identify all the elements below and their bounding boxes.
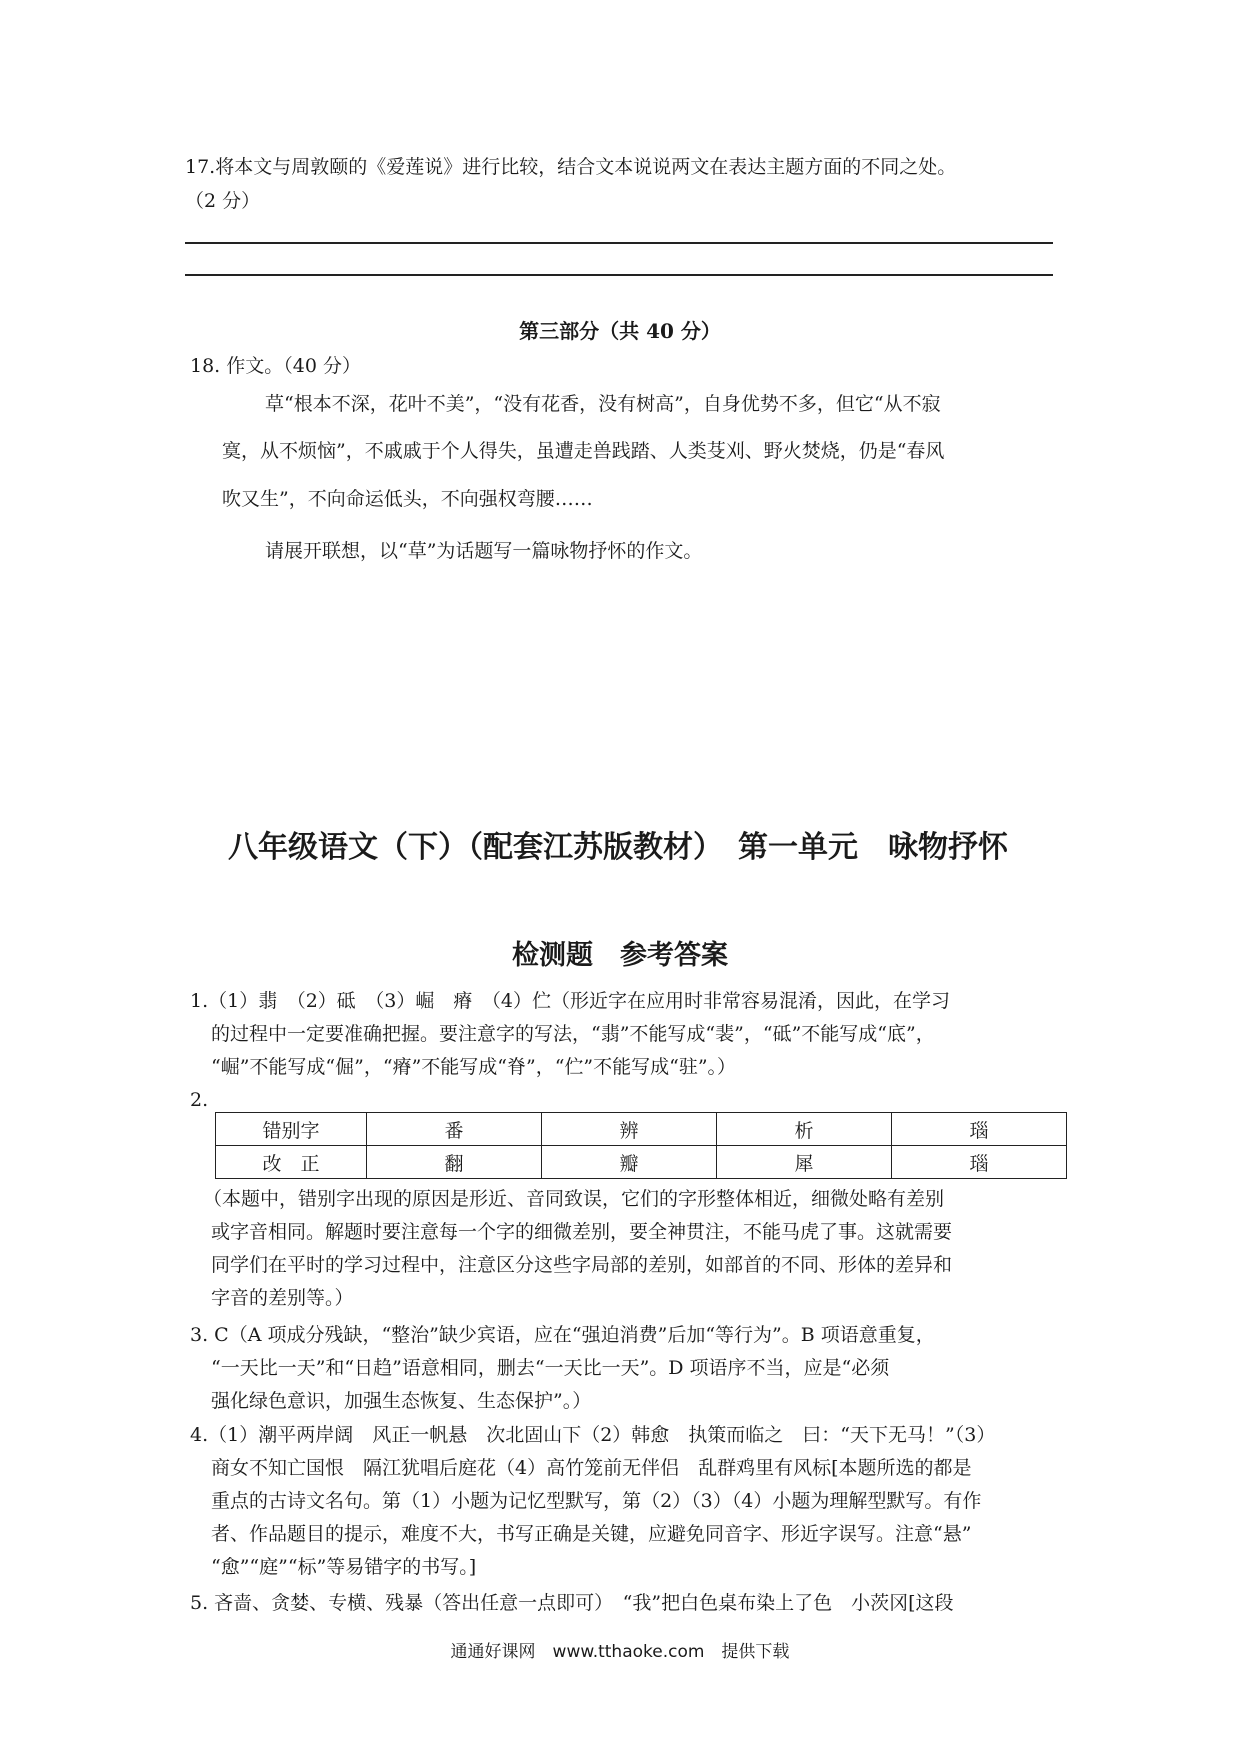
- table-cell: 犀: [717, 1146, 892, 1179]
- q17-line-2: （2 分）: [185, 190, 261, 212]
- answer-line-2: [185, 274, 1053, 276]
- answer-5-line-1: 5. 吝啬、贪婪、专横、残暴（答出任意一点即可） “我”把白色桌布染上了色 小茨冈[这段: [190, 1592, 954, 1614]
- answer-3-line-2: “一天比一天”和“日趋”语意相同，删去“一天比一天”。D 项语序不当，应是“必须: [211, 1357, 890, 1379]
- table-cell: 番: [367, 1113, 542, 1146]
- answer-2-note-line-4: 字音的差别等。）: [211, 1287, 354, 1309]
- answer-4-line-5: “愈”“庭”“标”等易错字的书写。]: [211, 1556, 477, 1578]
- part3-heading: 第三部分（共 40 分）: [519, 319, 721, 343]
- correction-table: [215, 1112, 1067, 1179]
- answer-2-number: 2.: [190, 1089, 209, 1111]
- q18-instruction: 请展开联想，以“草”为话题写一篇咏物抒怀的作文。: [265, 540, 703, 562]
- answer-3-line-1: 3. C（A 项成分残缺，“整治”缺少宾语，应在“强迫消费”后加“等行为”。B 项语意重复，: [190, 1324, 935, 1346]
- answer-key-subtitle: 检测题 参考答案: [512, 940, 728, 971]
- answer-4-line-1: 4.（1）潮平两岸阔 风正一帆悬 次北固山下（2）韩愈 执策而临之 曰：“天下无马！”（3）: [190, 1424, 996, 1446]
- q17-line-1: 17.将本文与周敦颐的《爱莲说》进行比较，结合文本说说两文在表达主题方面的不同之处。: [185, 156, 957, 178]
- table-row: [216, 1146, 1067, 1179]
- answer-2-note-line-3: 同学们在平时的学习过程中，注意区分这些字局部的差别，如部首的不同、形体的差异和: [211, 1254, 953, 1276]
- page-title: 八年级语文（下）（配套江苏版教材） 第一单元 咏物抒怀: [228, 830, 1008, 865]
- table-row: [216, 1113, 1067, 1146]
- table-cell: 瑙: [892, 1113, 1067, 1146]
- table-cell: 错别字: [216, 1113, 367, 1146]
- answer-2-note-line-2: 或字音相同。解题时要注意每一个字的细微差别，要全神贯注，不能马虎了事。这就需要: [211, 1221, 953, 1243]
- table-cell: 翻: [367, 1146, 542, 1179]
- answer-2-note-line-1: （本题中，错别字出现的原因是形近、音同致误，它们的字形整体相近，细微处略有差别: [203, 1188, 945, 1210]
- answer-4-line-4: 者、作品题目的提示，难度不大，书写正确是关键，应避免同音字、形近字误写。注意“悬”: [211, 1523, 972, 1545]
- answer-1-line-3: “崛”不能写成“倔”，“瘠”不能写成“脊”，“伫”不能写成“驻”。）: [211, 1056, 737, 1078]
- q18-prompt-line-1: 草“根本不深，花叶不美”，“没有花香，没有树高”，自身优势不多，但它“从不寂: [265, 393, 941, 415]
- answer-3-line-3: 强化绿色意识，加强生态恢复、生态保护”。）: [211, 1390, 592, 1412]
- answer-1-line-1: 1.（1）翡 （2）砥 （3）崛 瘠 （4）伫（形近字在应用时非常容易混淆，因此，在学习: [190, 990, 950, 1012]
- q18-title: 18. 作文。（40 分）: [190, 355, 361, 377]
- q18-prompt-line-3: 吹又生”，不向命运低头，不向强权弯腰……: [222, 488, 593, 510]
- answer-4-line-3: 重点的古诗文名句。第（1）小题为记忆型默写，第（2）（3）（4）小题为理解型默写。有作: [211, 1490, 982, 1512]
- table-cell: 析: [717, 1113, 892, 1146]
- table-cell: 改 正: [216, 1146, 367, 1179]
- answer-1-line-2: 的过程中一定要准确把握。要注意字的写法，“翡”不能写成“裴”，“砥”不能写成“底”，: [211, 1023, 935, 1045]
- answer-line-1: [185, 242, 1053, 244]
- table-cell: 瓣: [542, 1146, 717, 1179]
- answer-4-line-2: 商女不知亡国恨 隔江犹唱后庭花（4）高竹笼前无伴侣 乱群鸡里有风标[本题所选的都是: [211, 1457, 972, 1479]
- footer-source: 通通好课网 www.tthaoke.com 提供下载: [450, 1642, 790, 1662]
- table-cell: 瑙: [892, 1146, 1067, 1179]
- table-cell: 辨: [542, 1113, 717, 1146]
- q18-prompt-line-2: 寞，从不烦恼”，不戚戚于个人得失，虽遭走兽践踏、人类芟刈、野火焚烧，仍是“春风: [222, 440, 945, 462]
